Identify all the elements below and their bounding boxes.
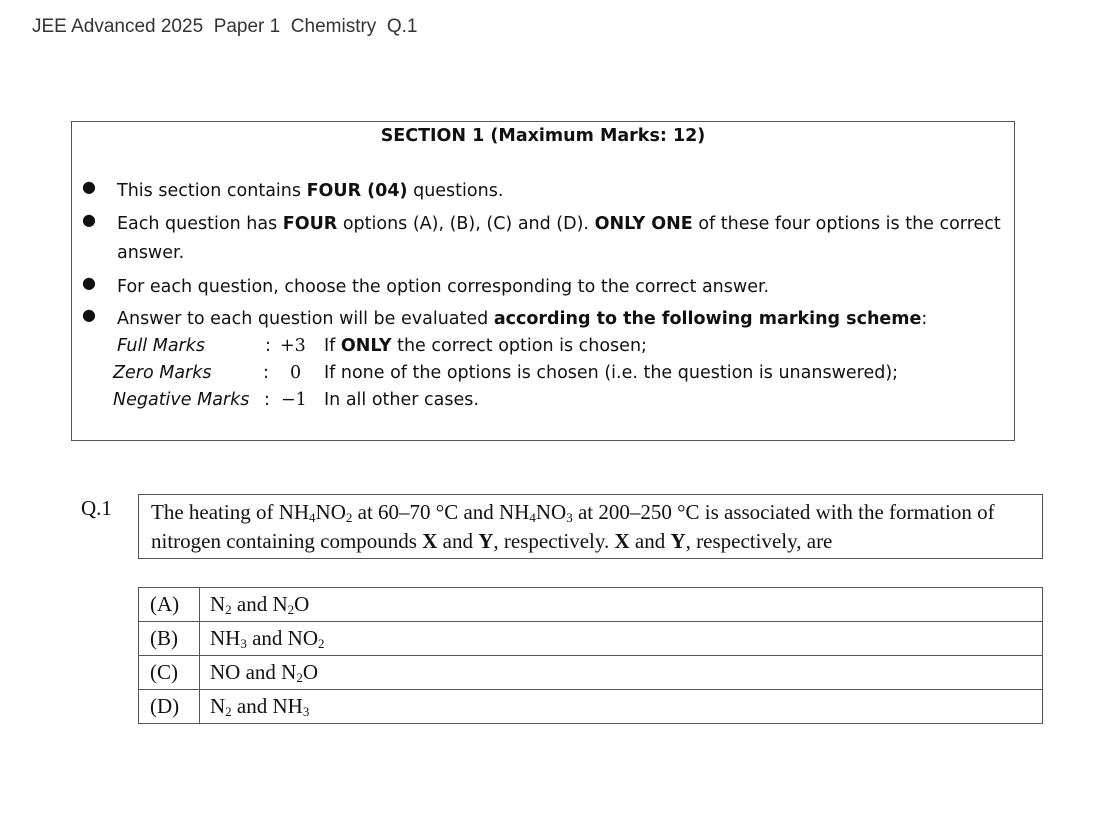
question-text: The heating of $NH_4NO_2$ at 60–70 °C and $NH_4NO_3$ at 200–250 °C is associated with the formation of nitrogen containing compounds X and Y, respectively. X and Y, respectively, are bbox=[138, 494, 1043, 559]
option-label: (C) bbox=[139, 656, 200, 690]
option-row-c[interactable] bbox=[139, 656, 1043, 690]
bullet-icon: ● bbox=[82, 305, 96, 324]
option-text: $N_2$ and $NH_3$ bbox=[200, 690, 1043, 724]
option-row-d[interactable] bbox=[139, 690, 1043, 724]
option-text: $N_2$ and $N_2O$ bbox=[200, 588, 1043, 622]
option-label: (D) bbox=[139, 690, 200, 724]
option-label: (B) bbox=[139, 622, 200, 656]
option-row-b[interactable] bbox=[139, 622, 1043, 656]
option-text: $NH_3$ and $NO_2$ bbox=[200, 622, 1043, 656]
bullet-icon: ● bbox=[82, 210, 96, 229]
option-row-a[interactable] bbox=[139, 588, 1043, 622]
options-table bbox=[138, 587, 1043, 724]
page-header: JEE Advanced 2025 Paper 1 Chemistry Q.1 bbox=[32, 16, 418, 37]
bullet-icon: ● bbox=[82, 273, 96, 292]
option-label: (A) bbox=[139, 588, 200, 622]
option-text: NO and $N_2O$ bbox=[200, 656, 1043, 690]
section-instructions: SECTION 1 (Maximum Marks: 12) ● This section contains FOUR (04) questions. ● Each question has FOUR options (A), (B), (C) and (D). ONLY ONE of these four options is the correct answer. ● For each question, choose the option corresponding to the correct answer. ● Answer to each question will be evaluated according to the following marking scheme: Full Marks : +3 If ONLY the correct option is chosen; Zero Marks : 0 If none of the options is chosen (i.e. the question is unanswered); Negative Marks : −1 In all other cases. bbox=[71, 121, 1015, 441]
question-number: Q.1 bbox=[81, 496, 112, 520]
bullet-icon: ● bbox=[82, 177, 96, 196]
section-title: SECTION 1 (Maximum Marks: 12) bbox=[380, 126, 706, 146]
